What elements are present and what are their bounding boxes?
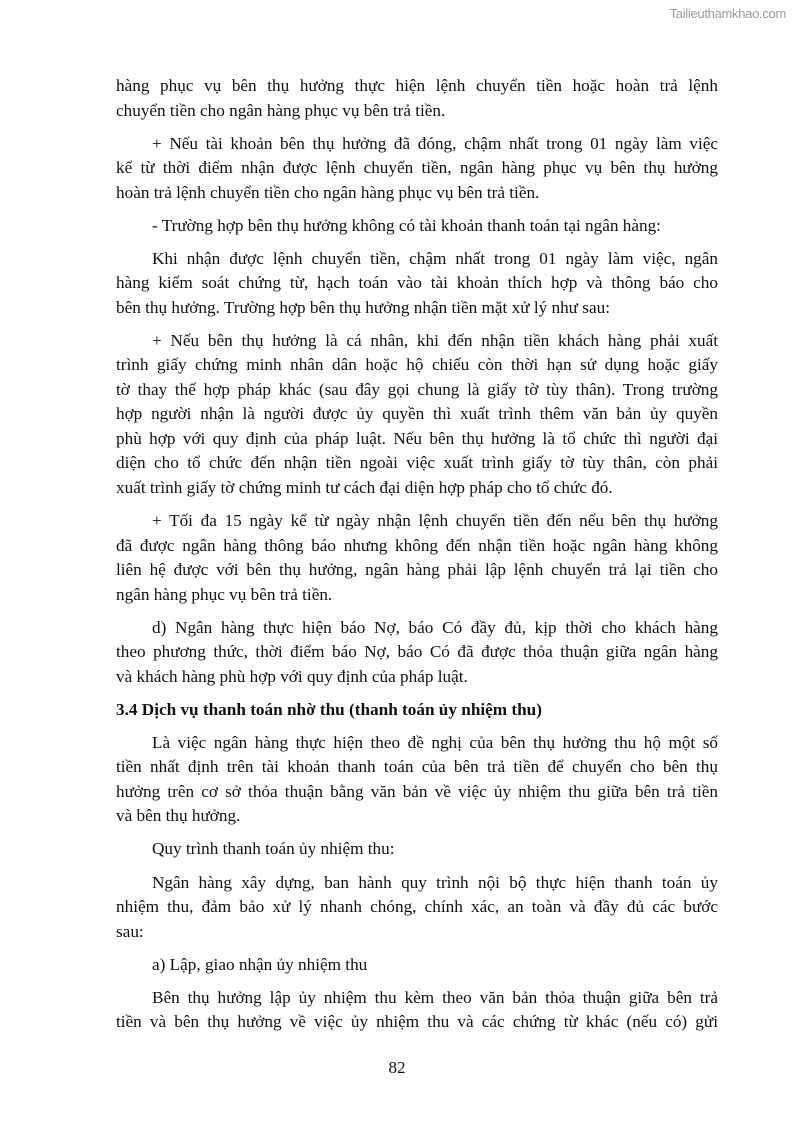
text-line: Ngân hàng xây dựng, ban hành quy trình nội bộ thực hiện thanh toán ủy bbox=[152, 873, 718, 892]
text-line: xuất trình giấy tờ chứng minh tư cách đại diện hợp pháp cho tổ chức đó. bbox=[116, 478, 613, 497]
text-line: + Tối đa 15 ngày kể từ ngày nhận lệnh chuyển tiền đến nếu bên thụ hưởng bbox=[152, 511, 718, 530]
text-line: chuyển tiền cho ngân hàng phục vụ bên trả tiền. bbox=[116, 101, 446, 120]
text-line: a) Lập, giao nhận ủy nhiệm thu bbox=[152, 955, 368, 974]
text-line: bên thụ hưởng. Trường hợp bên thụ hưởng nhận tiền mặt xử lý như sau: bbox=[116, 298, 610, 317]
text-line: sau: bbox=[116, 922, 144, 941]
text-line: tiền và bên thụ hưởng về việc ủy nhiệm thu và các chứng từ khác (nếu có) gửi bbox=[116, 1012, 718, 1031]
text-line: theo phương thức, thời điểm báo Nợ, báo Có đã được thỏa thuận giữa ngân hàng bbox=[116, 642, 718, 661]
text-line: hoàn trả lệnh chuyển tiền cho ngân hàng phục vụ bên trả tiền. bbox=[116, 183, 540, 202]
text-line: + Nếu bên thụ hưởng là cá nhân, khi đến nhận tiền khách hàng phải xuất bbox=[152, 331, 718, 350]
text-line: hợp người nhận là người được ủy quyền thì xuất trình thêm văn bản ủy quyền bbox=[116, 404, 718, 423]
text-line: diện cho tổ chức đến nhận tiền ngoài việc xuất trình giấy tờ tùy thân, còn phải bbox=[116, 453, 718, 472]
text-line: hàng phục vụ bên thụ hưởng thực hiện lệnh chuyển tiền hoặc hoàn trả lệnh bbox=[116, 76, 718, 95]
text-line: và khách hàng phù hợp với quy định của pháp luật. bbox=[116, 667, 468, 686]
text-line: hàng kiểm soát chứng từ, hạch toán vào tài khoản thích hợp và thông báo cho bbox=[116, 273, 718, 292]
text-line: d) Ngân hàng thực hiện báo Nợ, báo Có đầy đủ, kịp thời cho khách hàng bbox=[152, 618, 718, 637]
watermark: Tailieuthamkhao.com bbox=[669, 6, 786, 21]
text-line: và bên thụ hưởng. bbox=[116, 806, 241, 825]
text-line: - Trường hợp bên thụ hưởng không có tài khoản thanh toán tại ngân hàng: bbox=[152, 216, 661, 235]
page-number: 82 bbox=[388, 1058, 406, 1077]
text-line: liên hệ được với bên thụ hưởng, ngân hàng phải lập lệnh chuyển trả lại tiền cho bbox=[116, 560, 718, 579]
text-line: hưởng trên cơ sở thỏa thuận bằng văn bản về việc ủy nhiệm thu giữa bên trả tiền bbox=[116, 782, 718, 801]
text-line: kể từ thời điểm nhận được lệnh chuyển tiền, ngân hàng phục vụ bên thụ hưởng bbox=[116, 158, 718, 177]
text-line: phù hợp với quy định của pháp luật. Nếu bên thụ hưởng là tổ chức thì người đại bbox=[116, 429, 718, 448]
text-line: tờ thay thế hợp pháp khác (sau đây gọi chung là giấy tờ tùy thân). Trong trường bbox=[116, 380, 718, 399]
text-line: Quy trình thanh toán ủy nhiệm thu: bbox=[152, 839, 395, 858]
text-line: Khi nhận được lệnh chuyển tiền, chậm nhất trong 01 ngày làm việc, ngân bbox=[152, 249, 718, 268]
text-line: + Nếu tài khoản bên thụ hưởng đã đóng, chậm nhất trong 01 ngày làm việc bbox=[152, 134, 718, 153]
text-line: 3.4 Dịch vụ thanh toán nhờ thu (thanh toán ủy nhiệm thu) bbox=[116, 700, 542, 719]
text-line: trình giấy chứng minh nhân dân hoặc hộ chiếu còn thời hạn sử dụng hoặc giấy bbox=[116, 355, 718, 374]
text-line: tiền nhất định trên tài khoản thanh toán của bên trả tiền để chuyển cho bên thụ bbox=[116, 757, 718, 776]
text-line: Là việc ngân hàng thực hiện theo đề nghị của bên thụ hưởng thu hộ một số bbox=[152, 733, 718, 752]
text-line: đã được ngân hàng thông báo nhưng không đến nhận tiền hoặc ngân hàng không bbox=[116, 536, 718, 555]
text-line: Bên thụ hưởng lập ủy nhiệm thu kèm theo văn bản thỏa thuận giữa bên trả bbox=[152, 988, 718, 1007]
text-line: nhiệm thu, đảm bảo xử lý nhanh chóng, chính xác, an toàn và đầy đủ các bước bbox=[116, 897, 718, 916]
text-line: ngân hàng phục vụ bên trả tiền. bbox=[116, 585, 333, 604]
